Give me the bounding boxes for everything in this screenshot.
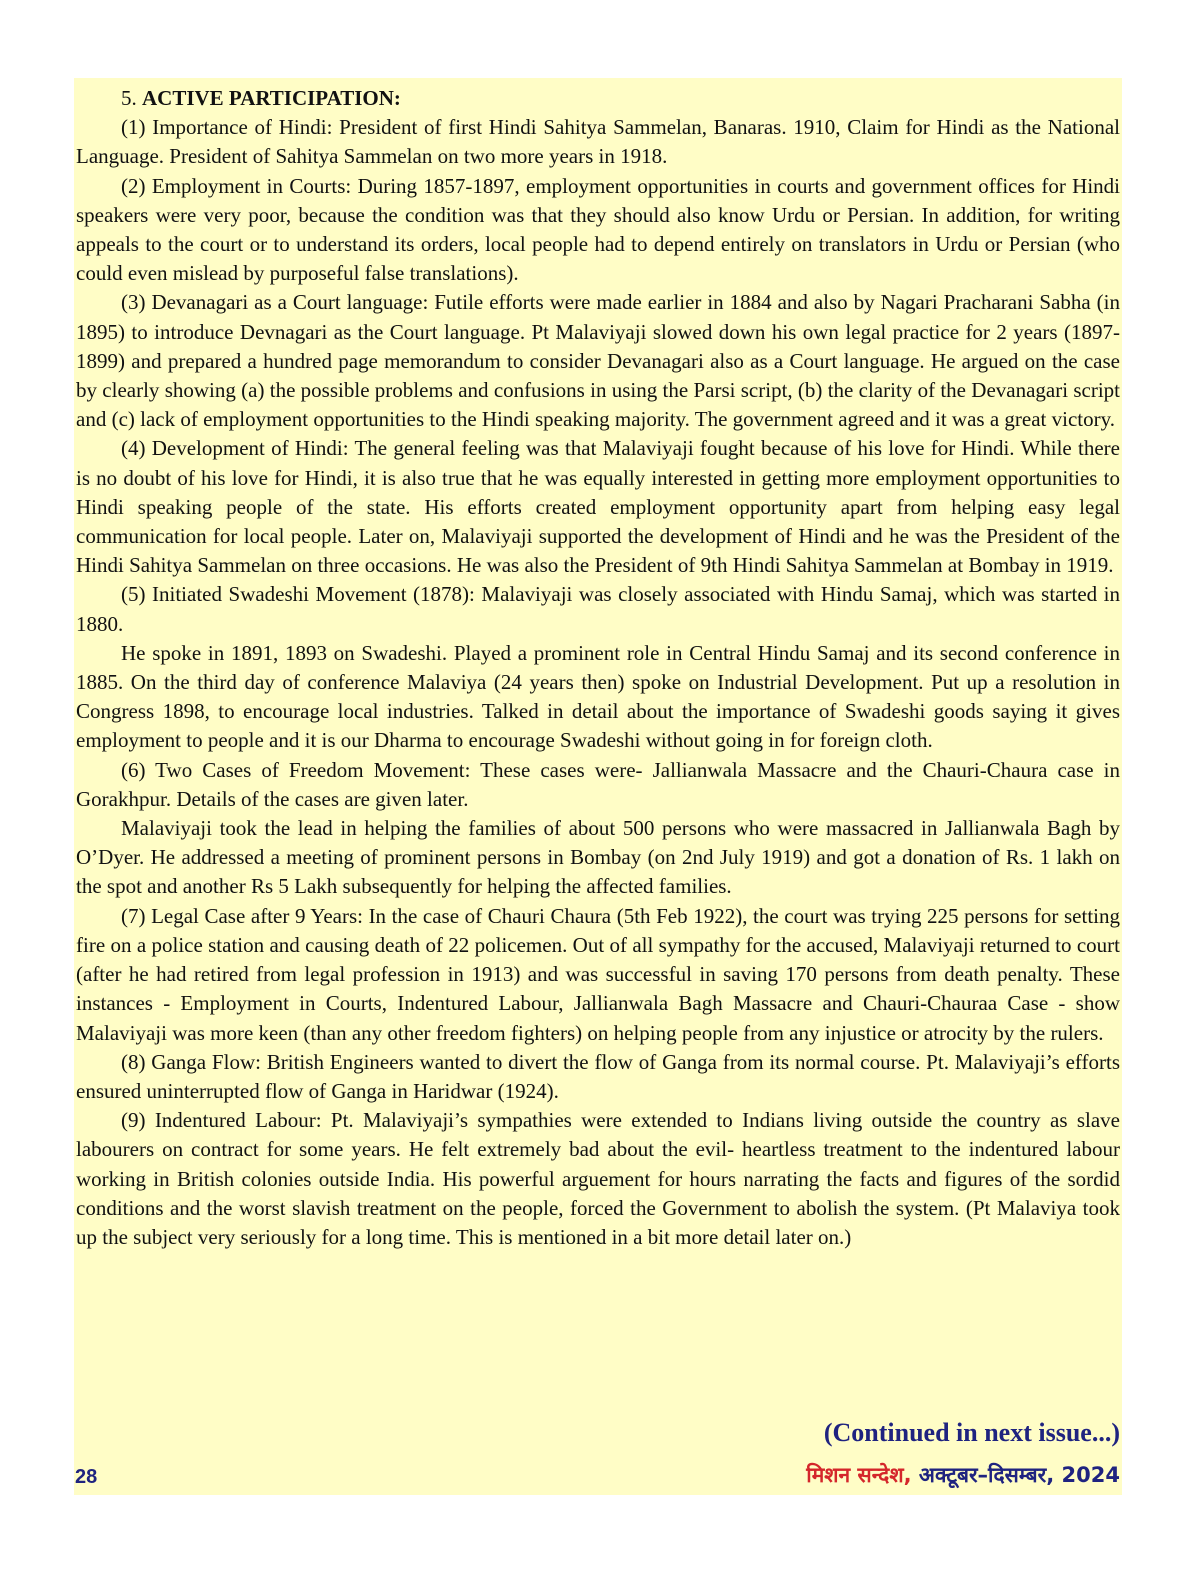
paragraph-legal-case-chauri-chaura: (7) Legal Case after 9 Years: In the case of Chauri Chaura (5th Feb 1922), the court was trying 225 persons for setting fire on a police station and causing death of 22 policemen. Out of all sympathy for the accused, Malaviyaji returned to court (after he had retired from legal profession in 1913) and was successful in saving 170 persons from death penalty. These instances - Employment in Courts, Indentured Labour, Jallianwala Bagh Massacre and Chauri-Chauraa Case - show Malaviyaji was more keen (than any other freedom fighters) on helping people from any injustice or atrocity by the rulers. bbox=[76, 903, 1120, 1045]
section-number: 5. bbox=[121, 86, 137, 110]
paragraph-swadeshi-movement: (5) Initiated Swadeshi Movement (1878): Malaviyaji was closely associated with Hindu Samaj, which was started in 1880. bbox=[76, 582, 1120, 636]
section-title: ACTIVE PARTICIPATION: bbox=[142, 86, 401, 110]
footer-publication bbox=[806, 1461, 1120, 1489]
page-number: 28 bbox=[75, 1466, 98, 1488]
paragraph-freedom-movement-cases: (6) Two Cases of Freedom Movement: These cases were- Jallianwala Massacre and the Chauri-Chaura case in Gorakhpur. Details of the cases are given later. bbox=[76, 757, 1120, 811]
paragraph-employment-in-courts: (2) Employment in Courts: During 1857-1897, employment opportunities in courts and government offices for Hindi speakers were very poor, because the condition was that they should also know Urdu or Persian. In addition, for writing appeals to the court or to understand its orders, local people had to depend entirely on translators in Urdu or Persian (who could even mislead by purposeful false translations). bbox=[76, 173, 1120, 286]
continued-note: (Continued in next issue...) bbox=[823, 1418, 1120, 1447]
paragraph-ganga-flow: (8) Ganga Flow: British Engineers wanted to divert the flow of Ganga from its normal course. Pt. Malaviyaji’s efforts ensured uninterrupted flow of Ganga in Haridwar (1924). bbox=[76, 1049, 1120, 1103]
article-body bbox=[76, 84, 1120, 1252]
paragraph-jallianwala-help: Malaviyaji took the lead in helping the families of about 500 persons who were massacred in Jallianwala Bagh by O’Dyer. He addressed a meeting of prominent persons in Bombay (on 2nd July 1919) and got a donation of Rs. 1 lakh on the spot and another Rs 5 Lakh subsequently for helping the affected families. bbox=[76, 816, 1120, 899]
paragraph-devanagari-court-language: (3) Devanagari as a Court language: Futile efforts were made earlier in 1884 and also by Nagari Pracharani Sabha (in 1895) to introduce Devnagari as the Court language. Pt Malaviyaji slowed down his own legal practice for 2 years (1897-1899) and prepared a hundred page memorandum to consider Devanagari also as a Court language. He argued on the case by clearly showing (a) the possible problems and confusions in using the Parsi script, (b) the clarity of the Devanagari script and (c) lack of employment opportunities to the Hindi speaking majority. The government agreed and it was a great victory. bbox=[76, 290, 1120, 432]
section-heading bbox=[76, 84, 1120, 113]
issue-date: अक्टूबर–दिसम्बर, 2024 bbox=[918, 1463, 1120, 1487]
paragraph-development-of-hindi: (4) Development of Hindi: The general feeling was that Malaviyaji fought because of his love for Hindi. While there is no doubt of his love for Hindi, it is also true that he was equally interested in getting more employment opportunities to Hindi speaking people of the state. His efforts created employment opportunity apart from helping easy legal communication for local people. Later on, Malaviyaji supported the development of Hindi and he was the President of the Hindi Sahitya Sammelan on three occasions. He was also the President of 9th Hindi Sahitya Sammelan at Bombay in 1919. bbox=[76, 436, 1120, 578]
paragraph-importance-of-hindi: (1) Importance of Hindi: President of first Hindi Sahitya Sammelan, Banaras. 1910, Claim for Hindi as the National Language. President of Sahitya Sammelan on two more years in 1918. bbox=[76, 115, 1120, 169]
paragraph-indentured-labour: (9) Indentured Labour: Pt. Malaviyaji’s sympathies were extended to Indians living outside the country as slave labourers on contract for some years. He felt extremely bad about the evil- heartless treatment to the indentured labour working in British colonies outside India. His powerful arguement for hours narrating the facts and figures of the sordid conditions and the worst slavish treatment on the people, forced the Government to abolish the system. (Pt Malaviya took up the subject very seriously for a long time. This is mentioned in a bit more detail later on.) bbox=[76, 1108, 1120, 1249]
magazine-name: मिशन सन्देश, bbox=[806, 1463, 912, 1487]
paragraph-swadeshi-speeches: He spoke in 1891, 1893 on Swadeshi. Played a prominent role in Central Hindu Samaj and its second conference in 1885. On the third day of conference Malaviya (24 years then) spoke on Industrial Development. Put up a resolution in Congress 1898, to encourage local industries. Talked in detail about the importance of Swadeshi goods saying it gives employment to people and it is our Dharma to encourage Swadeshi without going in for foreign cloth. bbox=[76, 640, 1120, 753]
